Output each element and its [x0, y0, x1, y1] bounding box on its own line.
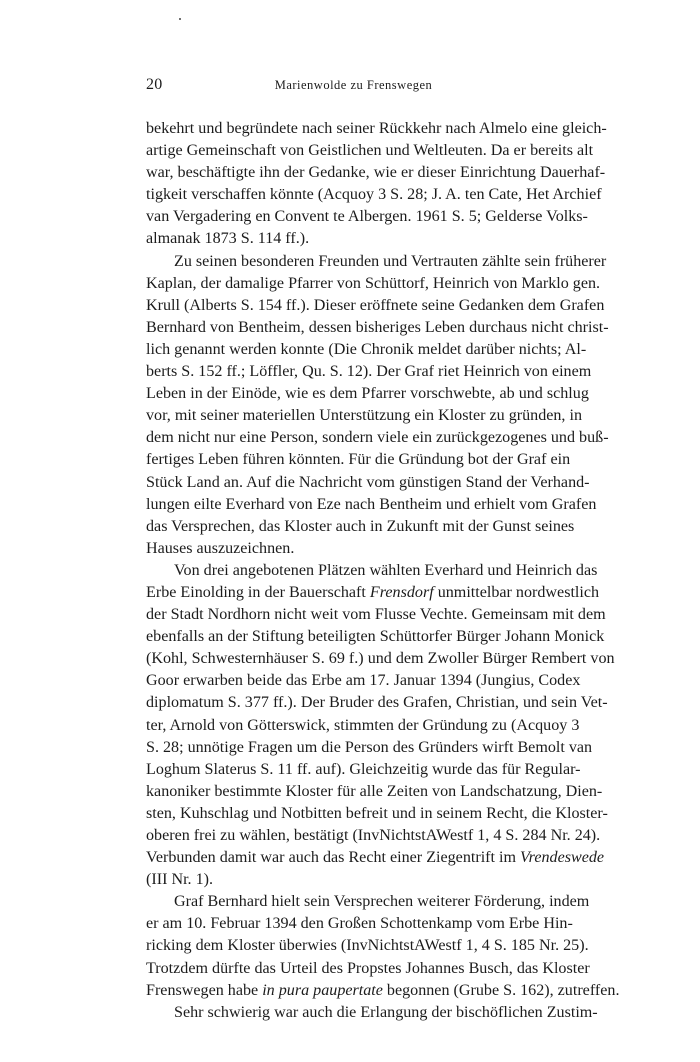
text-segment: begonnen (Grube S. 162), zutreffen.: [382, 981, 620, 999]
text-line: [146, 317, 609, 339]
text-segment: (III Nr. 1).: [146, 871, 214, 889]
body-text: [146, 118, 620, 1024]
text-segment: kanoniker bestimmte Kloster für alle Zeiten von Landschatzung, Dien-: [146, 782, 603, 800]
text-line: [146, 958, 590, 980]
text-segment: das Versprechen, das Kloster auch in Zukunft mit der Gunst seines: [146, 517, 575, 535]
text-line: [146, 516, 575, 538]
text-line: [146, 692, 608, 714]
text-segment: Graf Bernhard hielt sein Versprechen weiterer Förderung, indem: [174, 893, 590, 911]
text-segment: tigkeit verschaffen könnte (Acquoy 3 S. 28; J. A. ten Cate, Het Archief: [146, 186, 602, 204]
italic-text: Frensdorf: [369, 583, 434, 601]
text-line: [146, 405, 583, 427]
text-segment: Verbunden damit war auch das Recht einer Ziegentrift im: [146, 849, 521, 867]
text-segment: der Stadt Nordhorn nicht weit vom Flusse Vechte. Gemeinsam mit dem: [146, 606, 606, 624]
text-line: [146, 715, 580, 737]
text-line: [146, 913, 573, 935]
text-segment: oberen frei zu wählen, bestätigt (InvNichtstAWestf 1, 4 S. 284 Nr. 24).: [146, 827, 601, 844]
text-segment: ter, Arnold von Götterswick, stimmten der Gründung zu (Acquoy 3: [146, 716, 580, 734]
text-segment: artige Gemeinschaft von Geistlichen und Weltleuten. Da er bereits alt: [146, 142, 594, 160]
text-segment: lungen eilte Everhard von Eze nach Bentheim und erhielt vom Grafen: [146, 495, 597, 513]
text-line: [146, 759, 581, 781]
text-line: [146, 427, 609, 449]
text-segment: Bernhard von Bentheim, dessen bisheriges Leben durchaus nicht christ-: [146, 318, 609, 336]
text-line: [146, 626, 605, 648]
text-segment: almanak 1873 S. 114 ff.).: [146, 230, 310, 248]
text-line: [146, 494, 597, 516]
running-title: Marienwolde zu Frenswegen: [274, 78, 433, 92]
text-segment: Frenswegen habe: [146, 981, 263, 999]
text-line: [146, 538, 561, 560]
text-line: [146, 184, 602, 206]
text-segment: vor, mit seiner materiellen Unterstützung ein Kloster zu gründen, in: [146, 407, 583, 425]
text-line: [146, 935, 589, 957]
text-segment: ricking dem Kloster überwies (InvNichtstAWestf 1, 4 S. 185 Nr. 25).: [146, 937, 589, 955]
text-line: [146, 847, 605, 869]
text-line: [146, 339, 587, 361]
text-line: [146, 1002, 598, 1024]
page-number: 20: [146, 76, 163, 93]
italic-text: Vrendeswede: [520, 849, 605, 867]
text-segment: Sehr schwierig war auch die Erlangung der bischöflichen Zustim-: [174, 1003, 598, 1021]
text-segment: Stück Land an. Auf die Nachricht vom günstigen Stand der Verhand-: [146, 473, 590, 491]
text-line: [146, 891, 590, 913]
text-line: [146, 361, 592, 383]
text-segment: Erbe Einolding in der Bauerschaft: [146, 583, 370, 601]
text-segment: Krull (Alberts S. 154 ff.). Dieser eröffnete seine Gedanken dem Grafen: [146, 296, 605, 314]
text-line: [146, 980, 620, 1002]
text-line: [146, 737, 593, 759]
text-segment: van Vergadering en Convent te Albergen. 1961 S. 5; Gelderse Volks-: [146, 208, 588, 226]
text-segment: er am 10. Februar 1394 den Großen Schottenkamp vom Erbe Hin-: [146, 915, 573, 933]
text-segment: lich genannt werden konnte (Die Chronik meldet darüber nichts; Al-: [146, 340, 587, 358]
text-line: [146, 648, 615, 670]
text-line: [146, 162, 606, 184]
text-segment: Trotzdem dürfte das Urteil des Propstes Johannes Busch, das Kloster: [146, 959, 590, 977]
text-line: [146, 295, 605, 317]
print-speck: [179, 18, 181, 20]
text-segment: diplomatum S. 377 ff.). Der Bruder des Grafen, Christian, und sein Vet-: [146, 694, 608, 712]
text-segment: dem nicht nur eine Person, sondern viele ein zurückgezogenes und buß-: [146, 429, 609, 447]
text-segment: Von drei angebotenen Plätzen wählten Everhard und Heinrich das: [174, 561, 598, 579]
text-segment: fertiges Leben führen könnten. Für die Gründung bot der Graf ein: [146, 451, 571, 469]
text-line: [146, 560, 598, 582]
text-segment: unmittelbar nordwestlich: [433, 583, 600, 601]
text-line: [146, 472, 590, 494]
text-segment: Zu seinen besonderen Freunden und Vertrauten zählte sein früherer: [174, 252, 607, 270]
text-line: [146, 670, 581, 692]
text-line: [146, 383, 589, 405]
text-line: [146, 228, 561, 250]
text-segment: ebenfalls an der Stiftung beteiligten Schüttorfer Bürger Johann Monick: [146, 628, 605, 646]
text-line: [146, 251, 607, 273]
text-segment: sten, Kuhschlag und Notbitten befreit und in seinem Recht, die Kloster-: [146, 804, 608, 822]
text-line: [146, 803, 608, 825]
text-line: [146, 449, 571, 471]
text-line: [146, 273, 601, 295]
text-segment: Kaplan, der damalige Pfarrer von Schüttorf, Heinrich von Marklo gen.: [146, 274, 601, 292]
text-segment: war, beschäftigte ihn der Gedanke, wie er dieser Einrichtung Dauerhaf-: [146, 164, 606, 182]
text-line: [146, 781, 603, 803]
text-line: [146, 140, 594, 162]
running-header: [146, 76, 561, 96]
text-line: [146, 825, 601, 847]
text-line: [146, 118, 607, 140]
text-segment: (Kohl, Schwesternhäuser S. 69 f.) und dem Zwoller Bürger Rembert von: [146, 650, 615, 668]
text-line: [146, 206, 588, 228]
text-segment: Loghum Slaterus S. 11 ff. auf). Gleichzeitig wurde das für Regular-: [146, 760, 581, 778]
text-segment: Leben in der Einöde, wie es dem Pfarrer vorschwebte, ab und schlug: [146, 385, 589, 403]
text-line: [146, 604, 606, 626]
italic-text: in pura paupertate: [262, 981, 383, 999]
text-segment: berts S. 152 ff.; Löffler, Qu. S. 12). Der Graf riet Heinrich von einem: [146, 363, 592, 381]
text-segment: Hauses auszuzeichnen.: [146, 539, 295, 557]
text-line: [146, 869, 561, 891]
text-segment: Goor erwarben beide das Erbe am 17. Januar 1394 (Jungius, Codex: [146, 672, 581, 690]
text-segment: S. 28; unnötige Fragen um die Person des Gründers wirft Bemolt van: [146, 738, 593, 756]
text-line: [146, 582, 600, 604]
text-segment: bekehrt und begründete nach seiner Rückkehr nach Almelo eine gleich-: [146, 120, 607, 137]
